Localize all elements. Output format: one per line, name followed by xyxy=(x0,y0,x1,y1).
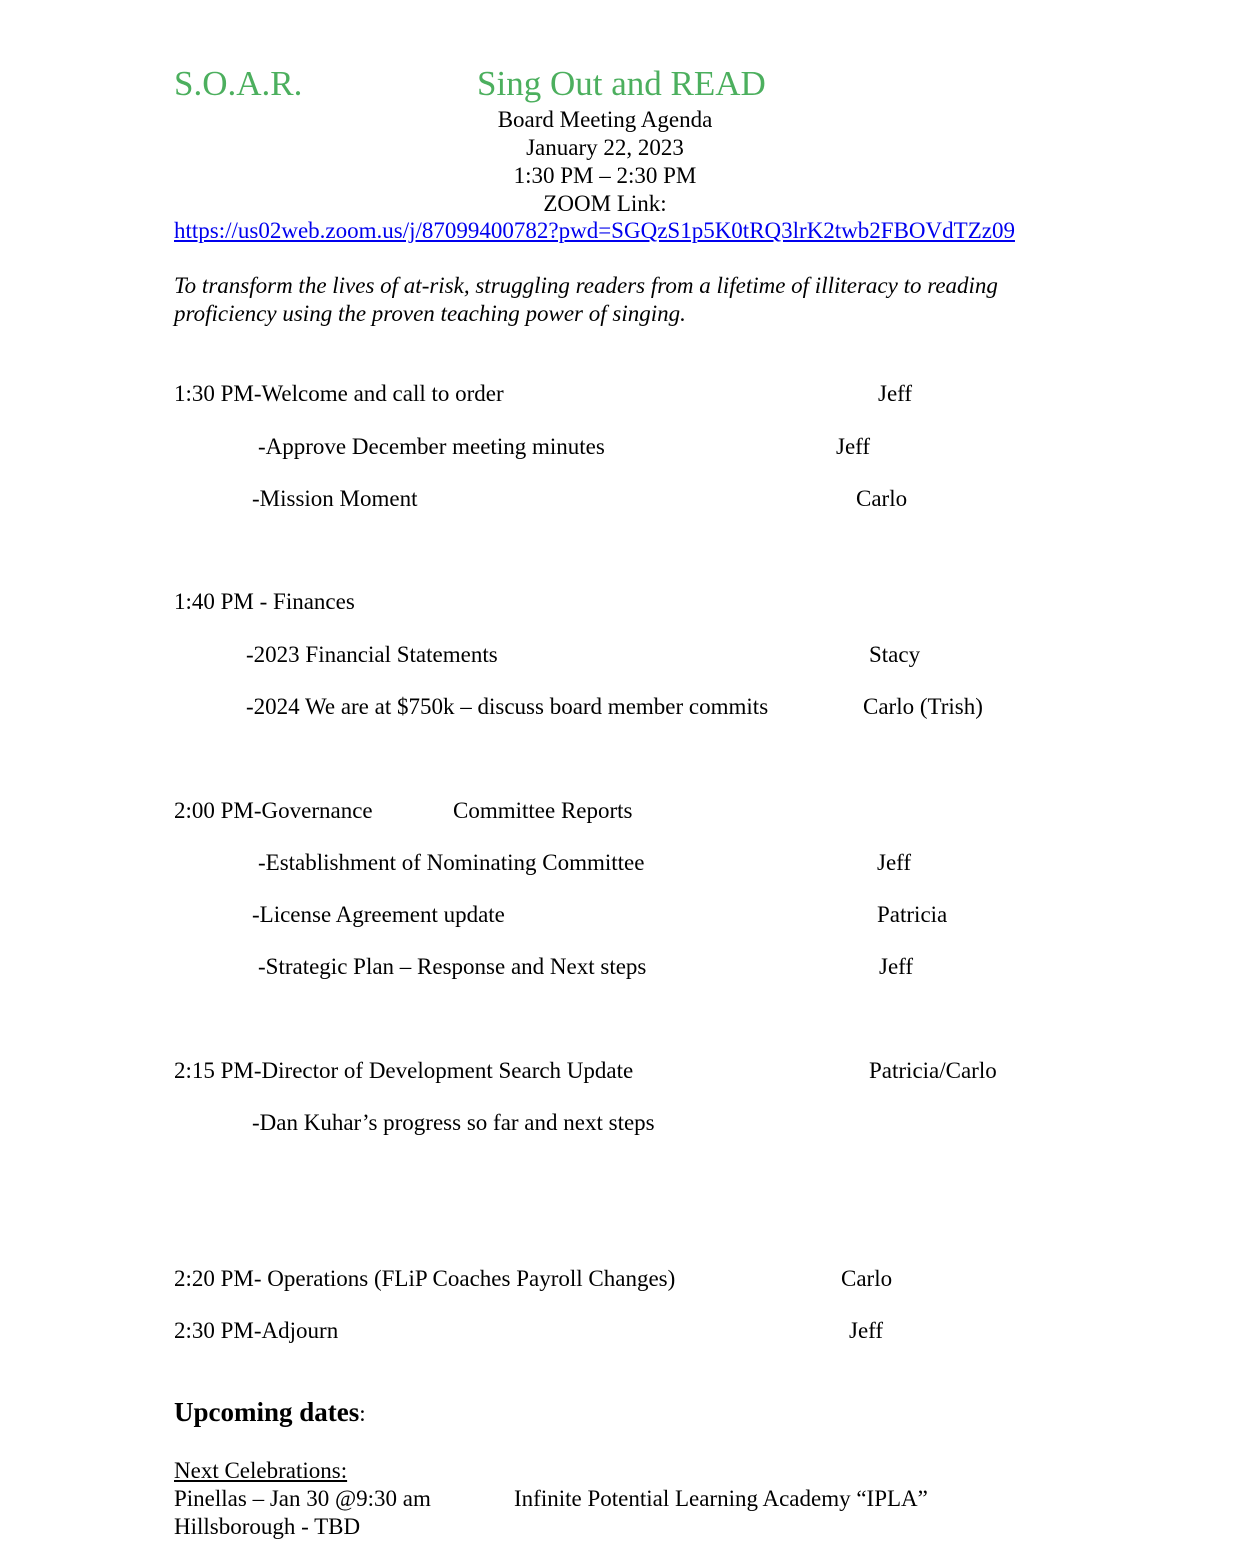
agenda-item-extra: Committee Reports xyxy=(453,798,633,823)
agenda-item-owner: Carlo (Trish) xyxy=(863,694,983,719)
agenda-item-owner: Jeff xyxy=(849,1318,884,1343)
agenda-item-text: 1:30 PM-Welcome and call to order xyxy=(174,381,504,406)
upcoming-colon: : xyxy=(359,1401,366,1426)
agenda-item-text: -Dan Kuhar’s progress so far and next steps xyxy=(252,1110,655,1135)
agenda-item-text: 2:20 PM- Operations (FLiP Coaches Payroll Changes) xyxy=(174,1266,676,1291)
agenda-item-owner: Patricia/Carlo xyxy=(869,1058,997,1083)
agenda-item-text: 2:00 PM-Governance xyxy=(174,798,373,823)
agenda-item-owner: Jeff xyxy=(878,381,913,406)
agenda-item-text: -Mission Moment xyxy=(252,486,418,511)
meeting-date: January 22, 2023 xyxy=(526,135,684,160)
agenda-item-text: -2024 We are at $750k – discuss board member commits xyxy=(246,694,769,719)
agenda-item-owner: Carlo xyxy=(856,486,908,511)
mission-statement: To transform the lives of at-risk, struggling readers from a lifetime of illiteracy to reading proficiency using the proven teaching power of singing. xyxy=(174,273,998,326)
agenda-item-text: -2023 Financial Statements xyxy=(246,642,498,667)
zoom-label: ZOOM Link: xyxy=(543,191,667,216)
agenda-item-text: 2:15 PM-Director of Development Search Update xyxy=(174,1058,634,1083)
org-abbrev: S.O.A.R. xyxy=(174,64,303,103)
celebration-item: Pinellas – Jan 30 @9:30 am xyxy=(174,1486,431,1511)
celebrations-subheading: Next Celebrations: xyxy=(174,1458,348,1483)
celebration-item: Hillsborough - TBD xyxy=(174,1514,361,1539)
agenda-item-text: 2:30 PM-Adjourn xyxy=(174,1318,339,1343)
agenda-item-owner: Patricia xyxy=(877,902,948,927)
meeting-time: 1:30 PM – 2:30 PM xyxy=(513,163,697,188)
celebration-detail: Infinite Potential Learning Academy “IPLA” xyxy=(514,1486,928,1511)
agenda-item-text: -Approve December meeting minutes xyxy=(258,434,605,459)
agenda-item-owner: Jeff xyxy=(879,954,914,979)
agenda-item-text: 1:40 PM - Finances xyxy=(174,589,355,614)
agenda-item-text: -License Agreement update xyxy=(252,902,505,927)
agenda-item-owner: Jeff xyxy=(877,850,912,875)
upcoming-heading: Upcoming dates xyxy=(174,1397,360,1427)
agenda-item-text: -Strategic Plan – Response and Next steps xyxy=(258,954,647,979)
agenda-item-owner: Stacy xyxy=(869,642,921,667)
zoom-link[interactable]: https://us02web.zoom.us/j/87099400782?pwd=SGQzS1p5K0tRQ3lrK2twb2FBOVdTZz09 xyxy=(174,218,1015,243)
upcoming-heading-line xyxy=(174,1396,366,1428)
org-name: Sing Out and READ xyxy=(477,64,766,103)
agenda-item-owner: Jeff xyxy=(836,434,871,459)
agenda-item-owner: Carlo xyxy=(841,1266,893,1291)
agenda-item-text: -Establishment of Nominating Committee xyxy=(258,850,645,875)
document-title: Board Meeting Agenda xyxy=(497,107,713,132)
